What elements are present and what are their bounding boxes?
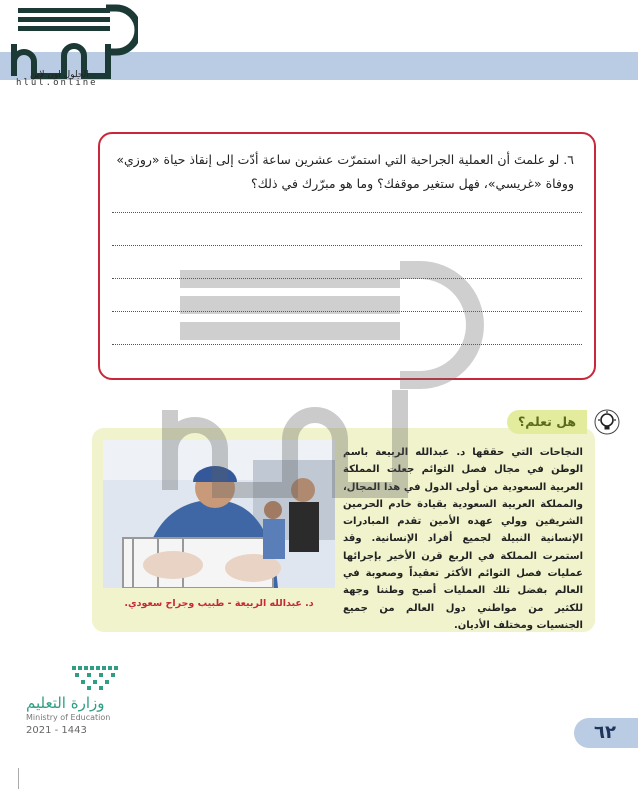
answer-line[interactable] [112,278,582,279]
answer-line[interactable] [112,212,582,213]
question-text: ٦. لو علمتَ أن العملية الجراحية التي استمرّت عشرين ساعة أدّت إلى إنقاذ حياة «روزي» ووفاة «غريسي»، فهل ستغير موقفك؟ وما هو مبرّرك في ذلك؟ [116,152,574,191]
edition-year: 2021 - 1443 [26,725,87,736]
answer-line[interactable] [112,311,582,312]
brand-arabic-small: الحلول اون لاين [30,70,89,80]
ministry-logo-icon [70,664,122,692]
lightbulb-icon [594,409,620,435]
ministry-name-arabic: وزارة التعليم [26,694,105,712]
did-you-know-body: النجاحات التي حققها د. عبدالله الربيعة باسم الوطن في مجال فصل التوائم جعلت المملكة العربية السعودية من أولى الدول في هذا المجال، والمملكة العربية السعودية بقيادة خادم الحرمين الشريفين وولي عهده الأمين تقدم المبادرات الإنسانية النبيلة لجميع أفراد الإنسانية. وقد استمرت المملكة في الربع قرن الأخير بإجرائها عمليات فصل التوائم الأكثر تعقيداً وصعوبة في العالم بفضل تلك العمليات أصبح وطننا وجهة للكثير من مواطني دول العالم من جميع الجنسيات ومختلف الأديان. [343,447,583,631]
page-number: ٦٢ [594,722,616,743]
brand-latin: hlul.online [16,78,98,88]
photo-caption: د. عبدالله الربيعة - طبيب وجراح سعودي. [124,598,314,609]
ministry-name-english: Ministry of Education [26,713,111,722]
answer-line[interactable] [112,245,582,246]
question-box [98,132,596,380]
answer-line[interactable] [112,344,582,345]
doctor-photo [103,440,335,588]
margin-mark [18,768,19,789]
did-you-know-title: هل تعلم؟ [507,410,587,434]
